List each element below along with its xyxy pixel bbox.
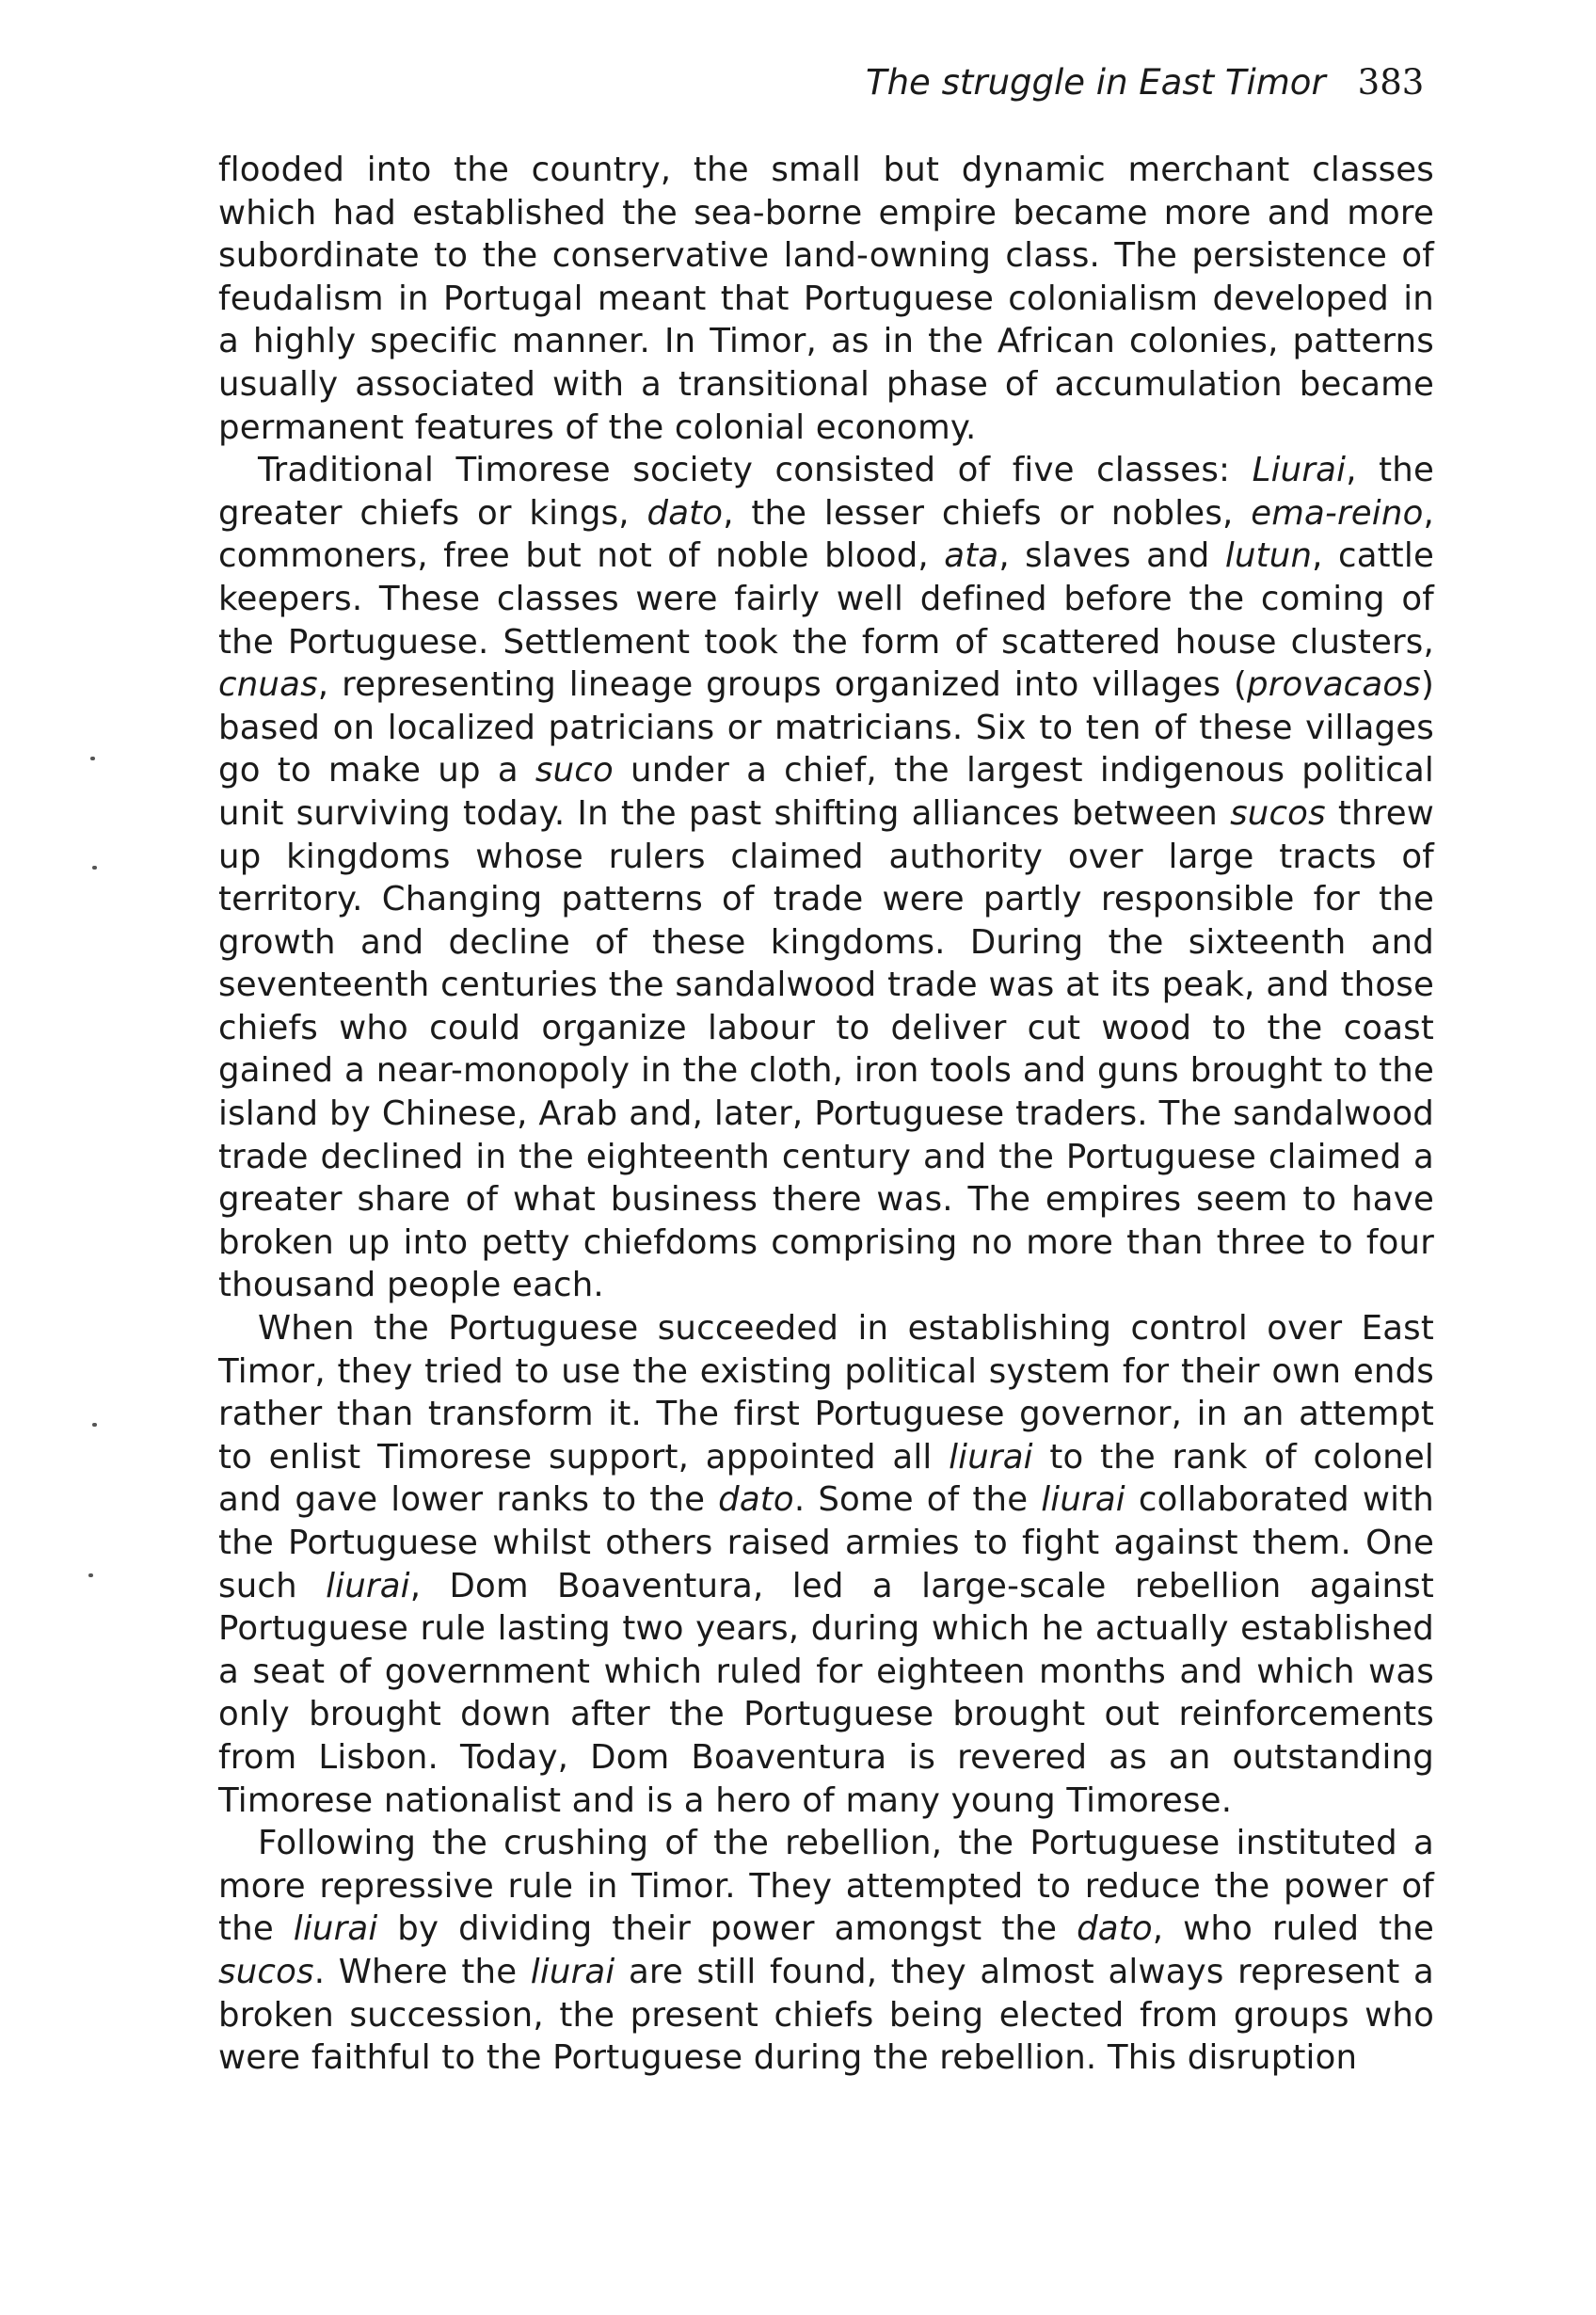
italic-term: sucos	[218, 1952, 314, 1991]
italic-term: liurai	[293, 1909, 378, 1949]
text-run: threw up kingdoms whose rulers claimed authority over large tracts of territory. Changing patterns of trade were partly responsible for the growth and decline of these kingdoms. During the sixteenth and seventeenth centuries the sandalwood trade was at its peak, and those chiefs who could organize labour to deliver cut wood to the coast gained a near-monopoly in the cloth, iron tools and guns brought to the island by Chinese, Arab and, later, Portuguese traders. The sandalwood trade declined in the eighteenth century and the Portuguese claimed a greater share of what business there was. The empires seem to have broken up into petty chiefdoms comprising no more than three to four thousand people each.	[218, 793, 1435, 1305]
text-run: , representing lineage groups organized into villages (	[317, 665, 1248, 705]
text-run: , Dom Boaventura, led a large-scale rebellion against Portuguese rule lasting two years, during which he actually established a seat of government which ruled for eighteen months and which was only brought down after the Portuguese brought out reinforcements from Lisbon. Today, Dom Boaventura is revered as an outstanding Timorese nationalist and is a hero of many young Timorese.	[218, 1566, 1435, 1820]
text-run: . Some of the	[793, 1480, 1042, 1520]
text-run: , the greater chiefs or kings,	[218, 451, 1434, 533]
paragraph-4	[218, 1822, 1434, 2080]
margin-mark	[90, 757, 95, 760]
body-text	[218, 149, 1434, 2080]
italic-term: suco	[535, 751, 614, 790]
margin-mark	[88, 1573, 93, 1577]
text-run: to the rank of colonel and gave lower ranks to the	[218, 1437, 1434, 1520]
italic-term: liurai	[530, 1952, 615, 1991]
running-head	[866, 62, 1430, 104]
italic-term: sucos	[1230, 793, 1326, 833]
italic-term: ata	[944, 536, 999, 576]
text-run: collaborated with the Portuguese whilst others raised armies to fight against them. One such	[218, 1480, 1434, 1605]
paragraph-1	[218, 149, 1434, 449]
italic-term: Liurai	[1252, 451, 1347, 490]
italic-term: dato	[646, 493, 724, 533]
paragraph-2	[218, 449, 1434, 1307]
italic-term: liurai	[949, 1437, 1033, 1477]
text-run: , slaves and	[998, 536, 1225, 576]
text-run: , commoners, free but not of noble blood,	[218, 493, 1434, 576]
margin-mark	[92, 1423, 97, 1427]
italic-term: ema-reino	[1251, 493, 1424, 533]
running-title: The struggle in East Timor	[866, 62, 1326, 103]
text-run: , cattle keepers. These classes were fairly well defined before the coming of the Portuguese. Settlement took the form of scattered house clusters,	[218, 536, 1435, 662]
text-run: Traditional Timorese society consisted of five classes:	[258, 451, 1253, 490]
italic-term: cnuas	[218, 665, 318, 705]
text-run: ) based on localized patricians or matricians. Six to ten of these villages go to make up a	[218, 665, 1434, 790]
paragraph-3	[218, 1307, 1434, 1822]
italic-term: dato	[718, 1480, 794, 1520]
text-run: , who ruled the	[1152, 1909, 1434, 1949]
text-run: Following the crushing of the rebellion, the Portuguese instituted a more repressive rule in Timor. They attempted to reduce the power of the	[218, 1824, 1434, 1949]
italic-term: lutun	[1224, 536, 1313, 576]
margin-mark	[92, 866, 97, 870]
italic-term: liurai	[326, 1566, 410, 1605]
text-run: flooded into the country, the small but dynamic merchant classes which had established the sea-borne empire became more and more subordinate to the conservative land-owning class. The persistence of feudalism in Portugal meant that Portuguese colonialism developed in a highly specific manner. In Timor, as in the African colonies, patterns usually associated with a transitional phase of accumulation became permanent features of the colonial economy.	[218, 151, 1434, 447]
text-run: , the lesser chiefs or nobles,	[723, 493, 1252, 533]
text-run: under a chief, the largest indigenous political unit surviving today. In the past shifting alliances between	[218, 751, 1434, 833]
italic-term: liurai	[1041, 1480, 1125, 1520]
page-number: 383	[1357, 62, 1425, 103]
text-run: When the Portuguese succeeded in establishing control over East Timor, they tried to use the existing political system for their own ends rather than transform it. The first Portuguese governor, in an attempt to enlist Timorese support, appointed all	[218, 1309, 1434, 1477]
italic-term: dato	[1077, 1909, 1153, 1949]
text-run: are still found, they almost always represent a broken succession, the present chiefs being elected from groups who were faithful to the Portuguese during the rebellion. This disruption	[218, 1952, 1434, 2078]
italic-term: provacaos	[1247, 665, 1421, 705]
text-run: by dividing their power amongst the	[377, 1909, 1077, 1949]
text-run: . Where the	[313, 1952, 531, 1991]
